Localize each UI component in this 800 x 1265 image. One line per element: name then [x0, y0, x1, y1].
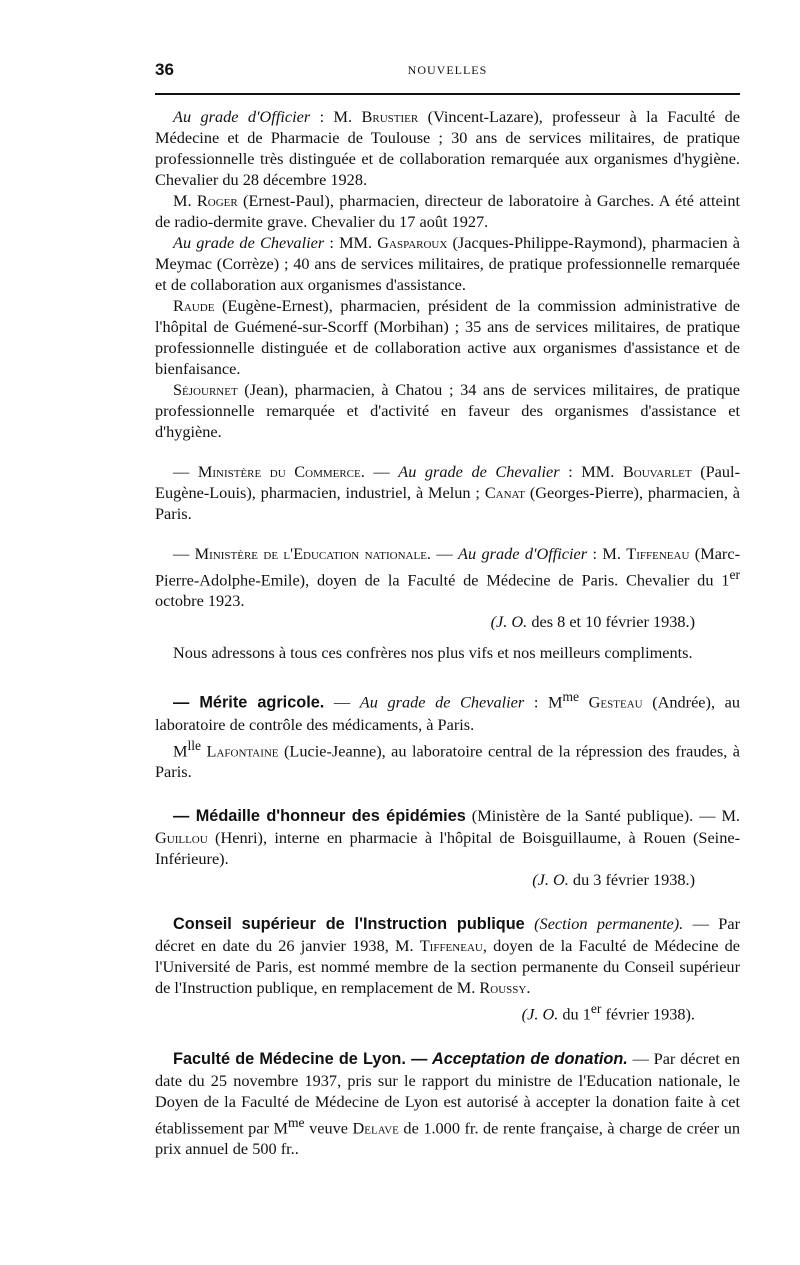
paragraph: Au grade de Chevalier : MM. Gasparoux (Jacques-Philippe-Raymond), pharmacien à Meymac (Corrèze) ; 40 ans de services militaires, de pratique professionnelle remarquée et de collaboration aux organismes d'assistance.: [155, 233, 741, 294]
person-name: Tiffeneau: [419, 936, 483, 956]
ministry-name: Ministère du Commerce.: [197, 462, 365, 481]
journal-reference: (J. O. du 3 février 1938.): [532, 870, 695, 890]
page-number: 36: [155, 60, 174, 79]
grade-label: Au grade d'Officier: [458, 544, 588, 563]
person-name: Brustier: [361, 107, 419, 126]
paragraph: Au grade d'Officier : M. Brustier (Vincent-Lazare), professeur à la Faculté de Médecine et de Pharmacie de Toulouse ; 30 ans de services militaires, de pratique professionnelle très distinguée et de collaboration remarquée aux organismes d'hygiène. Chevalier du 28 décembre 1928.: [155, 107, 740, 189]
paragraph: — Médaille d'honneur des épidémies (Ministère de la Santé publique). — M. Guillou (Henri), interne en pharmacie à l'hôpital de Boisguillaume, à Rouen (Seine-Inférieure).: [155, 806, 740, 869]
paragraph: Faculté de Médecine de Lyon. — Acceptation de donation. — Par décret en date du 25 novembre 1937, pris sur le rapport du ministre de l'Education nationale, le Doyen de la Faculté de Médecine de Lyon est autorisé à accepter la donation faite à cet établissement par $M^{me}$ veuve Delave de 1.000 fr. de rente française, à charge de créer un prix annuel de 500 fr..: [155, 1048, 741, 1159]
page-header: [155, 60, 740, 88]
grade-label: Au grade de Chevalier: [173, 233, 325, 252]
person-name: Raude: [173, 296, 215, 315]
person-name: Tiffeneau: [626, 544, 690, 563]
paragraph: $M^{lle}$ Lafontaine (Lucie-Jeanne), au laboratoire central de la répression des fraudes, à Paris.: [155, 737, 740, 782]
paragraph: M. Roger (Ernest-Paul), pharmacien, directeur de laboratoire à Garches. A été atteint de radio-dermite grave. Chevalier du 17 août 1927.: [155, 191, 740, 231]
paragraph: — Mérite agricole. — Au grade de Chevalier : $M^{me}$ Gesteau (Andrée), au laboratoire de contrôle des médicaments, à Paris.: [155, 689, 740, 734]
running-title: NOUVELLES: [407, 63, 488, 77]
document-body: [155, 106, 740, 1159]
grade-label: Au grade de Chevalier: [398, 462, 560, 481]
journal-reference: (J. O. des 8 et 10 février 1938.): [490, 612, 695, 632]
person-name: Roussy: [479, 978, 527, 998]
section-heading: Faculté de Médecine de Lyon.: [173, 1049, 406, 1068]
paragraph: — Ministère de l'Education nationale. — Au grade d'Officier : M. Tiffeneau (Marc-Pierre-Adolphe-Emile), doyen de la Faculté de Médecine de Paris. Chevalier du 1er octobre 1923.: [155, 544, 740, 611]
paragraph: — Ministère du Commerce. — Au grade de Chevalier : MM. Bouvarlet (Paul-Eugène-Louis), pharmacien, industriel, à Melun ; Canat (Georges-Pierre), pharmacien, à Paris.: [155, 462, 740, 523]
grade-label: Au grade de Chevalier: [359, 692, 525, 712]
person-name: Lafontaine: [201, 741, 279, 761]
grade-label: Au grade d'Officier: [173, 107, 311, 126]
paragraph: Raude (Eugène-Ernest), pharmacien, président de la commission administrative de l'hôpital de Guémené-sur-Scorff (Morbihan) ; 35 ans de services militaires, de pratique professionnelle distinguée et de collaboration active aux organismes d'assistance et de bienfaisance.: [155, 296, 740, 378]
section-heading: — Mérite agricole.: [173, 693, 325, 712]
section-heading: Conseil supérieur de l'Instruction publique: [173, 915, 525, 934]
person-name: Gasparoux: [377, 233, 448, 252]
paragraph: Séjournet (Jean), pharmacien, à Chatou ; 34 ans de services militaires, de pratique professionnelle remarquée et d'activité en faveur des organismes d'assistance et d'hygiène.: [155, 380, 740, 441]
compliments-paragraph: Nous adressons à tous ces confrères nos plus vifs et nos meilleurs compliments.: [173, 643, 693, 663]
section-heading: — Médaille d'honneur des épidémies: [173, 807, 466, 826]
person-name: Roger: [196, 191, 238, 210]
section-subheading: — Acceptation de donation.: [405, 1049, 628, 1068]
person-name: Bouvarlet: [622, 462, 692, 481]
ministry-name: Ministère de l'Education nationale.: [194, 544, 431, 563]
person-name: Gesteau: [579, 692, 643, 712]
person-name: Canat: [484, 483, 526, 502]
person-name: Delave: [352, 1118, 399, 1138]
journal-reference: (J. O. du 1er février 1938).: [521, 1001, 695, 1024]
person-name: Guillou: [155, 828, 208, 848]
header-rule: [155, 93, 740, 95]
paragraph: Conseil supérieur de l'Instruction publique (Section permanente). — Par décret en date du 26 janvier 1938, M. Tiffeneau, doyen de la Faculté de Médecine de l'Université de Paris, est nommé membre de la section permanente du Conseil supérieur de l'Instruction publique, en remplacement de M. Roussy.: [155, 914, 741, 998]
person-name: Séjournet: [173, 380, 238, 399]
